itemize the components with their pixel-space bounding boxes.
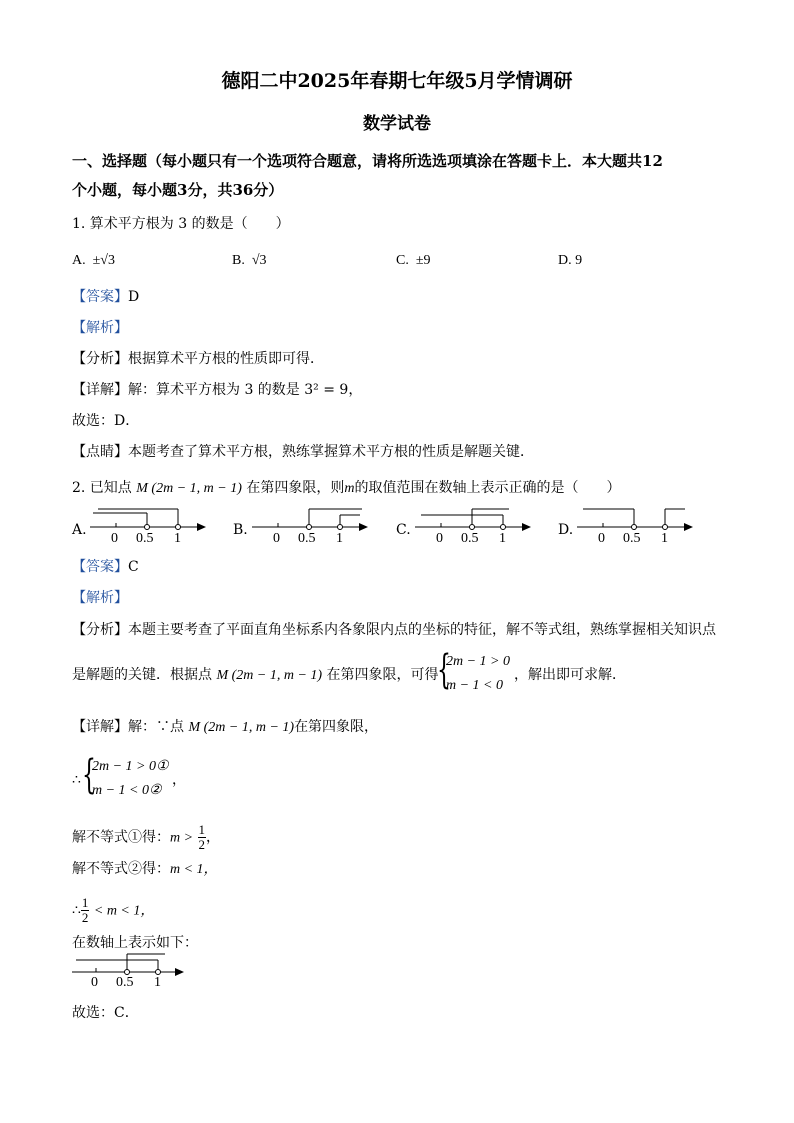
q1-option-c [396, 252, 431, 270]
q2-stem-b: 在第四象限，则 [246, 480, 345, 496]
q2-option-b-label: B. [233, 522, 248, 538]
fenxi-tag: 【分析】 [72, 351, 128, 367]
q1-fenxi [72, 350, 324, 368]
q2-option-b-numberline [250, 505, 370, 555]
q2-option-c-label: C. [396, 522, 411, 538]
solve2-a: 解不等式②得： [72, 861, 170, 877]
q2-a-tick-05: 0.5 [136, 531, 154, 546]
therefore-symbol: ∴ [72, 772, 81, 788]
xiangjie-tag: 【详解】 [72, 382, 128, 398]
q2-stem-c: 的取值范围在数轴上表示正确的是（ ） [354, 480, 621, 496]
q1-option-a-value: ±√3 [92, 253, 115, 268]
q2-a-tick-1: 1 [174, 531, 181, 546]
dianjing-text: 本题考查了算术平方根，熟练掌握算术平方根的性质是解题关键． [128, 444, 534, 460]
q2-option-c-numberline [413, 505, 533, 555]
q2-option-d-numberline [575, 505, 695, 555]
q1-option-a [72, 252, 115, 270]
q2-c-tick-0: 0 [436, 531, 443, 546]
answer-tag: 【答案】 [72, 289, 128, 305]
solve-ineq-2 [72, 860, 218, 879]
dianjing-tag: 【点睛】 [72, 444, 128, 460]
q1-answer [72, 288, 139, 306]
solve1-c: ， [206, 829, 221, 846]
section-heading-line2: 个小题，每小题3分，共36分） [72, 181, 284, 199]
q2-c-tick-1: 1 [499, 531, 506, 546]
result-b: < m < 1， [93, 903, 155, 919]
q2-xiangjie [72, 718, 378, 737]
q1-option-b-value: √3 [251, 253, 267, 268]
answer-tag: 【答案】 [72, 559, 128, 575]
section-heading-line1: 一、选择题（每小题只有一个选项符合题意，请将所选选项填涂在答题卡上．本大题共12 [72, 152, 663, 170]
q1-option-c-label: C. [396, 253, 409, 268]
q2-b-tick-1: 1 [336, 531, 343, 546]
frac-den: 2 [198, 837, 206, 852]
page-subtitle: 数学试卷 [363, 114, 431, 134]
answer-value: C [128, 559, 139, 575]
q2-fenxi-line2 [72, 666, 439, 685]
xiangjie-tag: 【详解】 [72, 719, 128, 735]
q2-d-tick-05: 0.5 [623, 531, 641, 546]
q2-b-tick-0: 0 [273, 531, 280, 546]
fenxi-line2-a: 是解题的关键．根据点 [72, 667, 212, 683]
q1-option-b [232, 252, 267, 270]
solution-tick-1: 1 [154, 975, 161, 990]
q1-option-b-label: B. [232, 253, 245, 268]
q2-b-tick-05: 0.5 [298, 531, 316, 546]
q2-stem-a: 2. 已知点 [72, 480, 132, 496]
fraction-half [81, 896, 90, 925]
q1-dianjing [72, 443, 534, 461]
q2-analysis-tag: 【解析】 [72, 590, 128, 606]
q2-fenxi-line1 [72, 621, 716, 639]
q2-d-tick-0: 0 [598, 531, 605, 546]
system-brace-2: { [82, 752, 96, 798]
solve1-b: m > [170, 830, 194, 846]
q2-stem-point: M (2m − 1, m − 1) [136, 481, 242, 496]
fenxi-line2-c: ，解出即可求解． [514, 667, 626, 683]
q2-d-tick-1: 1 [661, 531, 668, 546]
q1-option-c-value: ±9 [415, 253, 431, 268]
solve1-a: 解不等式①得： [72, 829, 170, 846]
q2-answer [72, 558, 139, 576]
answer-value: D [128, 289, 140, 305]
page-title: 德阳二中2025年春期七年级5月学情调研 [221, 70, 573, 92]
system2-comma: ， [172, 772, 186, 788]
system1-row2: m − 1 < 0 [446, 678, 504, 693]
system1-row1: 2m − 1 > 0 [446, 654, 511, 669]
result-therefore: ∴ [72, 902, 81, 919]
q2-choose: 故选：C． [72, 1005, 139, 1021]
q2-option-a-label: A. [72, 522, 87, 538]
solve-ineq-1 [72, 823, 220, 852]
frac-num: 1 [81, 895, 89, 910]
fraction-half [198, 823, 207, 852]
q2-c-tick-05: 0.5 [461, 531, 479, 546]
solution-tick-05: 0.5 [116, 975, 134, 990]
q1-analysis-tag: 【解析】 [72, 320, 128, 336]
q2-option-d-label: D. [558, 522, 574, 538]
fenxi-text: 根据算术平方根的性质即可得． [128, 351, 324, 367]
q2-a-tick-0: 0 [111, 531, 118, 546]
fenxi-line2-point: M (2m − 1, m − 1) [216, 668, 323, 683]
show-on-numberline: 在数轴上表示如下： [72, 935, 198, 951]
q1-choose: 故选：D． [72, 413, 140, 429]
frac-den: 2 [81, 910, 89, 925]
q1-xiangjie [72, 381, 362, 399]
q2-stem-m: m [344, 481, 355, 496]
q1-option-a-label: A. [72, 253, 86, 268]
fenxi-text: 本题主要考查了平面直角坐标系内各象限内点的坐标的特征，解不等式组，熟练掌握相关知识点 [128, 622, 716, 638]
q1-option-d: D. 9 [558, 253, 583, 268]
fenxi-tag: 【分析】 [72, 622, 128, 638]
xiangjie-a: 解：∵点 [128, 719, 184, 735]
system2-row1: 2m − 1 > 0① [92, 759, 169, 774]
q2-option-a-numberline [88, 505, 208, 555]
solve-result [72, 896, 154, 925]
solve2-b: m < 1， [170, 862, 218, 877]
system-brace-1: { [437, 647, 451, 693]
frac-num: 1 [198, 822, 206, 837]
xiangjie-text: 解：算术平方根为 3 的数是 3² = 9， [128, 382, 363, 398]
q2-stem [72, 479, 620, 498]
xiangjie-point: M (2m − 1, m − 1) [188, 720, 295, 735]
fenxi-line2-b: 在第四象限，可得 [326, 667, 439, 683]
system2-row2: m − 1 < 0② [92, 783, 162, 798]
solution-tick-0: 0 [91, 975, 98, 990]
q1-stem: 1. 算术平方根为 3 的数是（ ） [72, 216, 290, 232]
xiangjie-b: 在第四象限， [294, 719, 379, 735]
